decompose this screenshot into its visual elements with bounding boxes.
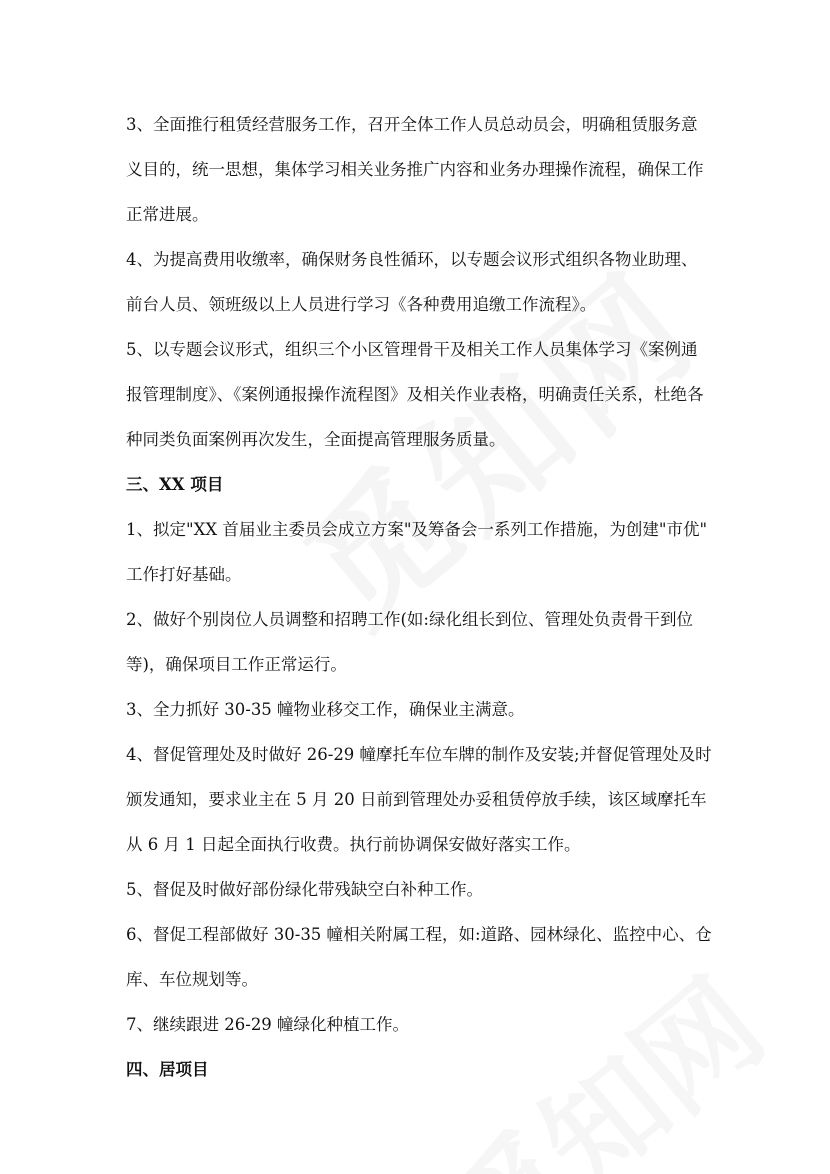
paragraph: [126, 597, 716, 687]
text-line: 颁发通知，要求业主在 5 月 20 日前到管理处办妥租赁停放手续，该区域摩托车: [126, 790, 707, 809]
text-line: 义目的，统一思想，集体学习相关业务推广内容和业务办理操作流程，确保工作: [126, 160, 704, 179]
text-line: 工作打好基础。: [126, 565, 242, 584]
text-line: 库、车位规划等。: [126, 970, 258, 989]
text-line: 4、为提高费用收缴率，确保财务良性循环，以专题会议形式组织各物业助理、: [126, 250, 698, 269]
text-line: 5、以专题会议形式，组织三个小区管理骨干及相关工作人员集体学习《案例通: [126, 340, 698, 359]
text-line: 1、拟定"XX 首届业主委员会成立方案"及筹备会一系列工作措施，为创建"市优": [126, 520, 708, 539]
paragraph: [126, 912, 716, 1002]
paragraph: [126, 237, 716, 327]
text-line: 等)，确保项目工作正常运行。: [126, 655, 347, 674]
text-line: 6、督促工程部做好 30-35 幢相关附属工程，如:道路、园林绿化、监控中心、仓: [126, 925, 712, 944]
text-line: 4、督促管理处及时做好 26-29 幢摩托车位车牌的制作及安装;并督促管理处及时: [126, 745, 712, 764]
heading-text: 四、居项目: [126, 1060, 209, 1079]
text-line: 前台人员、领班级以上人员进行学习《各种费用追缴工作流程》。: [126, 295, 597, 314]
paragraph: [126, 507, 716, 597]
paragraph: [126, 867, 716, 912]
text-line: 5、督促及时做好部份绿化带残缺空白补种工作。: [126, 880, 483, 899]
text-line: 报管理制度》、《案例通报操作流程图》及相关作业表格，明确责任关系，杜绝各: [126, 385, 704, 404]
section-heading-ju-project: [126, 1047, 716, 1092]
document-body: [126, 102, 716, 1092]
text-line: 2、做好个别岗位人员调整和招聘工作(如:绿化组长到位、管理处负责骨干到位: [126, 610, 693, 629]
paragraph: [126, 687, 716, 732]
text-line: 3、全面推行租赁经营服务工作，召开全体工作人员总动员会，明确租赁服务意: [126, 115, 698, 134]
paragraph: [126, 102, 716, 237]
text-line: 正常进展。: [126, 205, 209, 224]
section-heading-xx-project: [126, 462, 716, 507]
paragraph: [126, 1002, 716, 1047]
paragraph: [126, 327, 716, 462]
text-line: 从 6 月 1 日起全面执行收费。执行前协调保安做好落实工作。: [126, 835, 581, 854]
text-line: 种同类负面案例再次发生，全面提高管理服务质量。: [126, 430, 506, 449]
paragraph: [126, 732, 716, 867]
heading-text: 三、XX 项目: [126, 475, 224, 494]
text-line: 3、全力抓好 30-35 幢物业移交工作，确保业主满意。: [126, 700, 525, 719]
text-line: 7、继续跟进 26-29 幢绿化种植工作。: [126, 1015, 410, 1034]
